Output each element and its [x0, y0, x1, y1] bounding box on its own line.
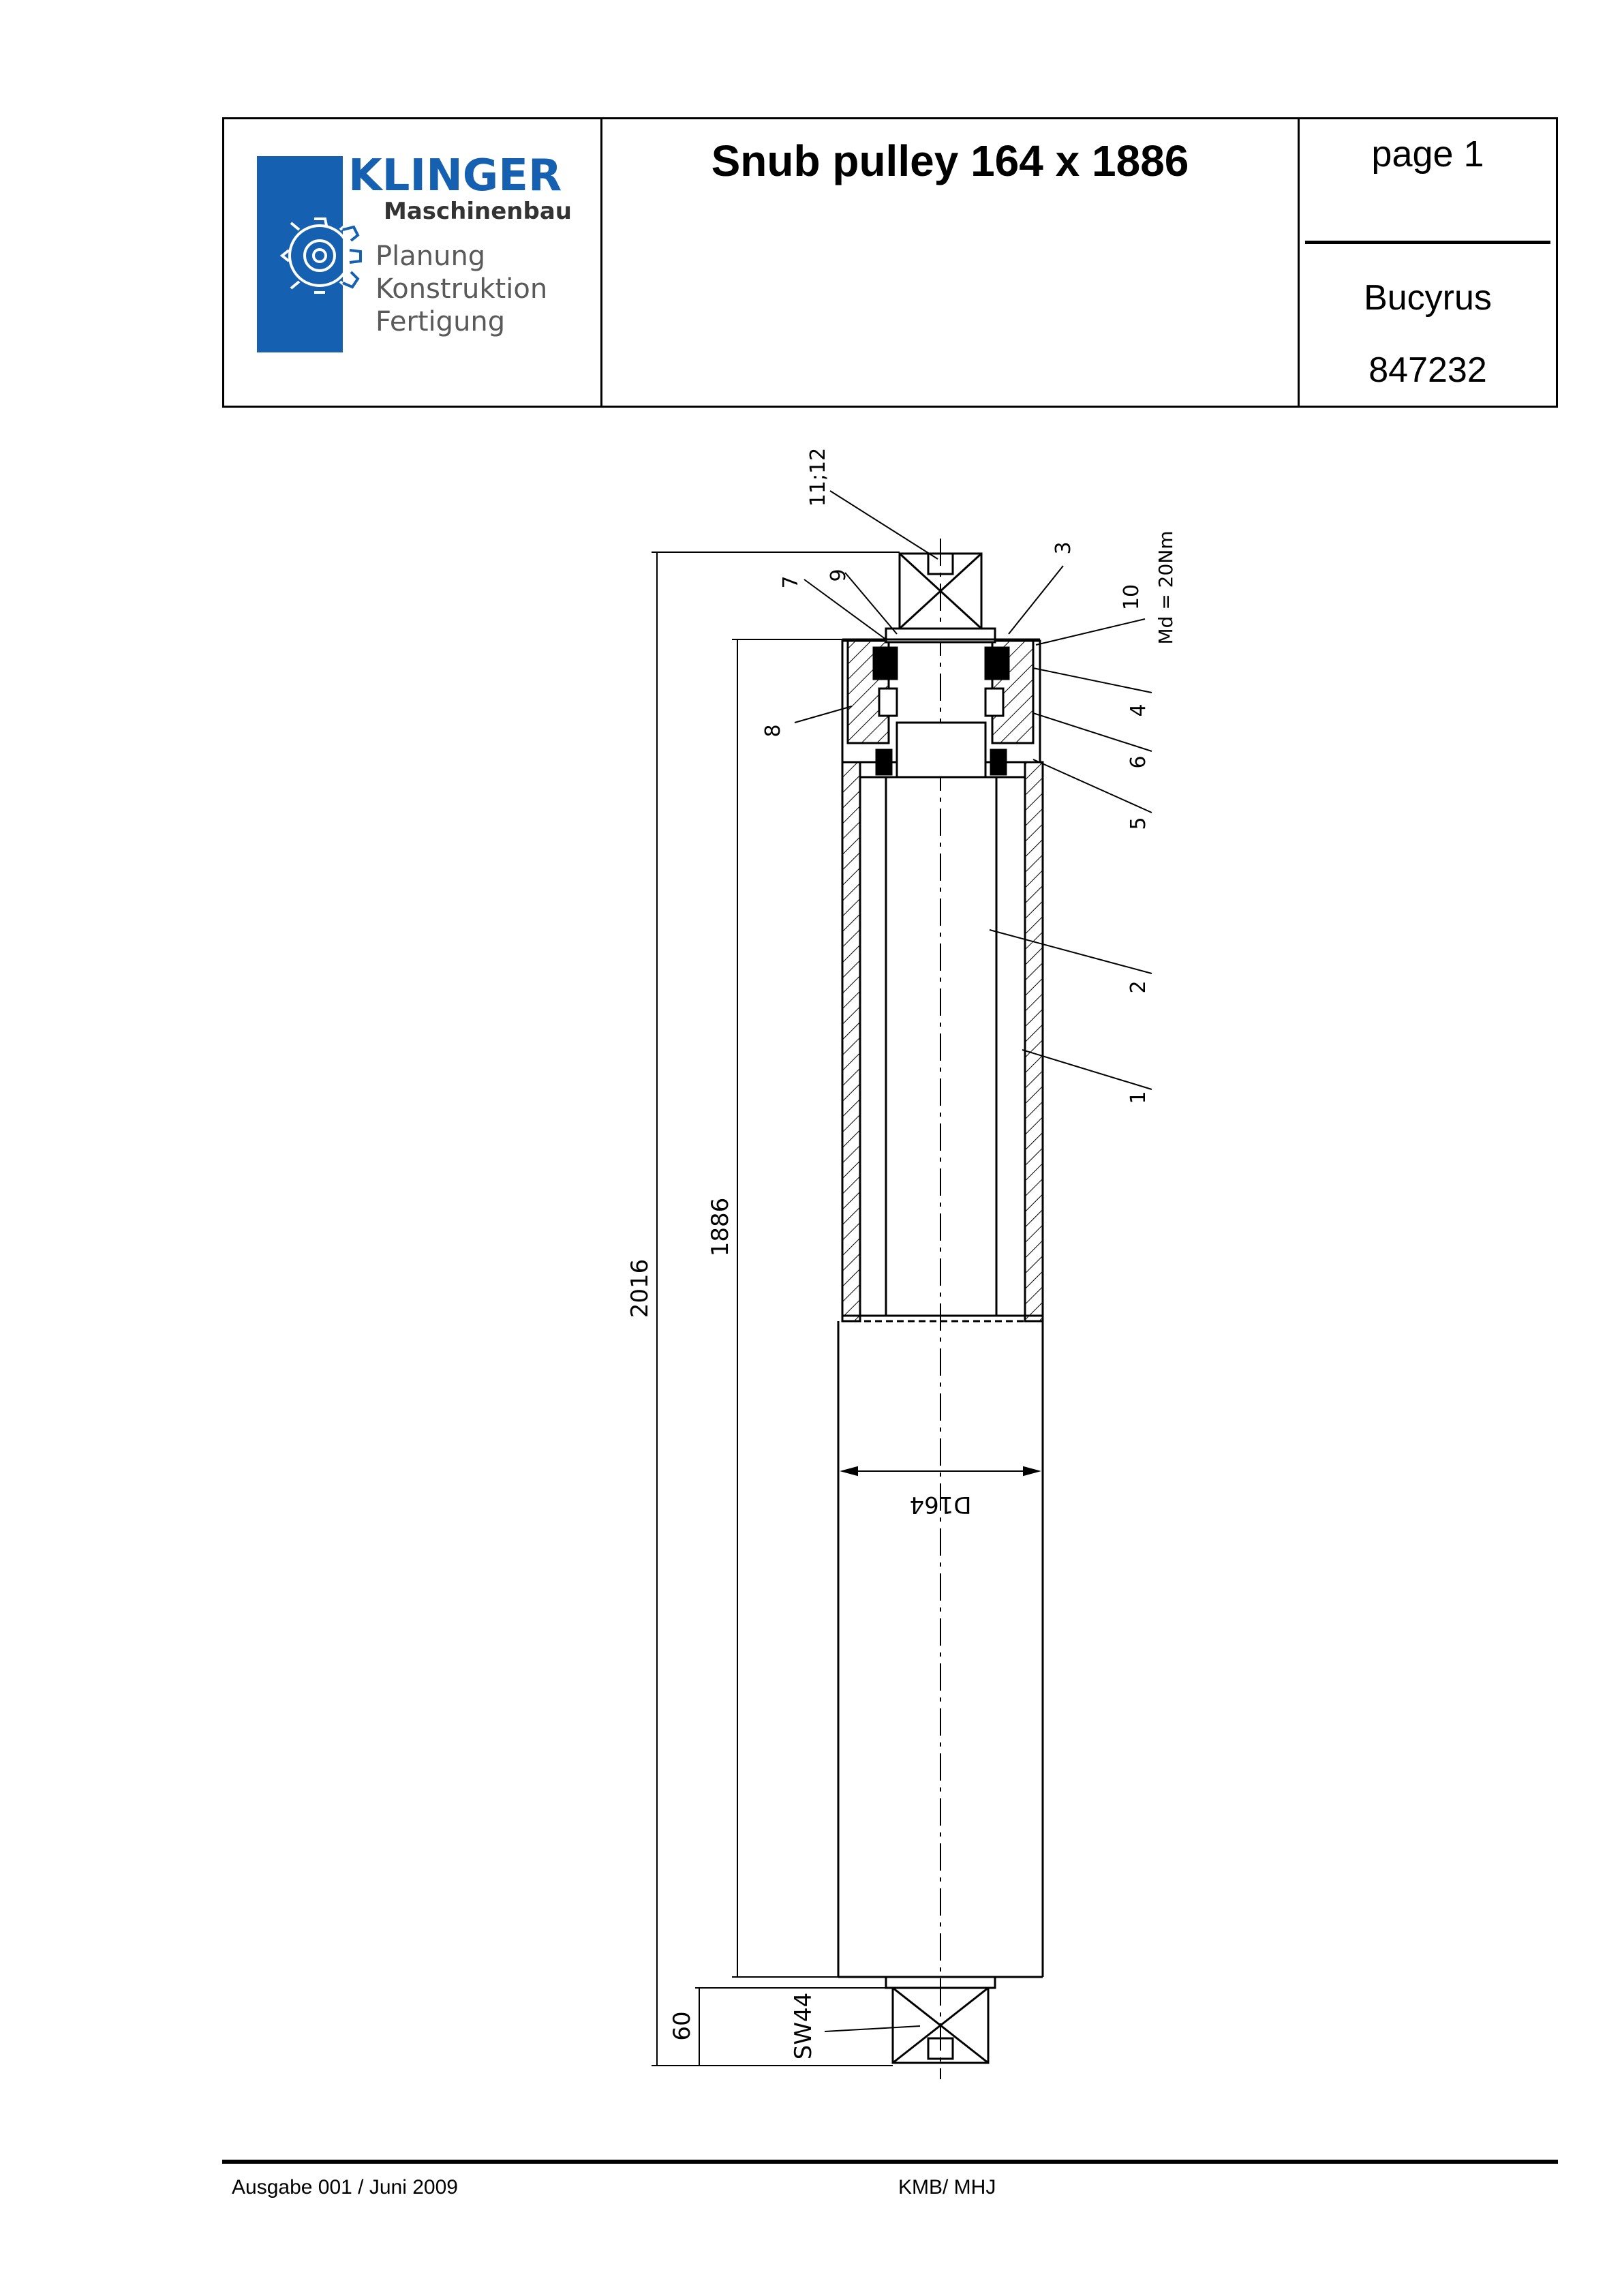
logo-tagline-1: Planung — [376, 241, 486, 272]
drawing-number: 847232 — [1368, 350, 1487, 390]
dim-shaft-end: 60 — [669, 2011, 696, 2041]
logo-tagline-3: Fertigung — [376, 306, 506, 337]
logo-tagline-2: Konstruktion — [376, 273, 548, 305]
item-label: 3 — [1052, 541, 1075, 555]
wrench-leader — [825, 2026, 920, 2031]
item-label: 6 — [1127, 755, 1150, 769]
item-label: 11;12 — [806, 447, 830, 507]
issue-date: Ausgabe 001 / Juni 2009 — [232, 2176, 458, 2199]
author-initials: KMB/ MHJ — [898, 2176, 996, 2199]
item-label: 8 — [761, 724, 785, 738]
body-length-dimension — [732, 639, 842, 1977]
item-label: 1 — [1127, 1091, 1150, 1104]
pulley-tube — [842, 762, 1043, 1321]
item-label: 9 — [827, 569, 851, 582]
dim-diameter: D164 — [909, 1491, 972, 1518]
overall-length-dimension — [652, 552, 900, 2066]
document-title: Snub pulley 164 x 1886 — [711, 136, 1189, 185]
footer-rule — [222, 2160, 1558, 2164]
item-label: 2 — [1127, 980, 1150, 994]
logo-brand: KLINGER — [348, 151, 562, 201]
logo-subbrand: Maschinenbau — [384, 198, 572, 225]
dim-body: 1886 — [707, 1197, 734, 1257]
item-label: 7 — [779, 575, 803, 589]
page-number: page 1 — [1371, 134, 1484, 175]
item-label: 5 — [1127, 817, 1150, 830]
dim-overall: 2016 — [626, 1258, 654, 1318]
customer-name: Bucyrus — [1364, 278, 1492, 318]
item-label: 4 — [1127, 704, 1150, 717]
dim-wrench: SW44 — [790, 1992, 817, 2060]
item-label: 10 — [1120, 584, 1144, 611]
torque-note: Md = 20Nm — [1154, 530, 1177, 645]
